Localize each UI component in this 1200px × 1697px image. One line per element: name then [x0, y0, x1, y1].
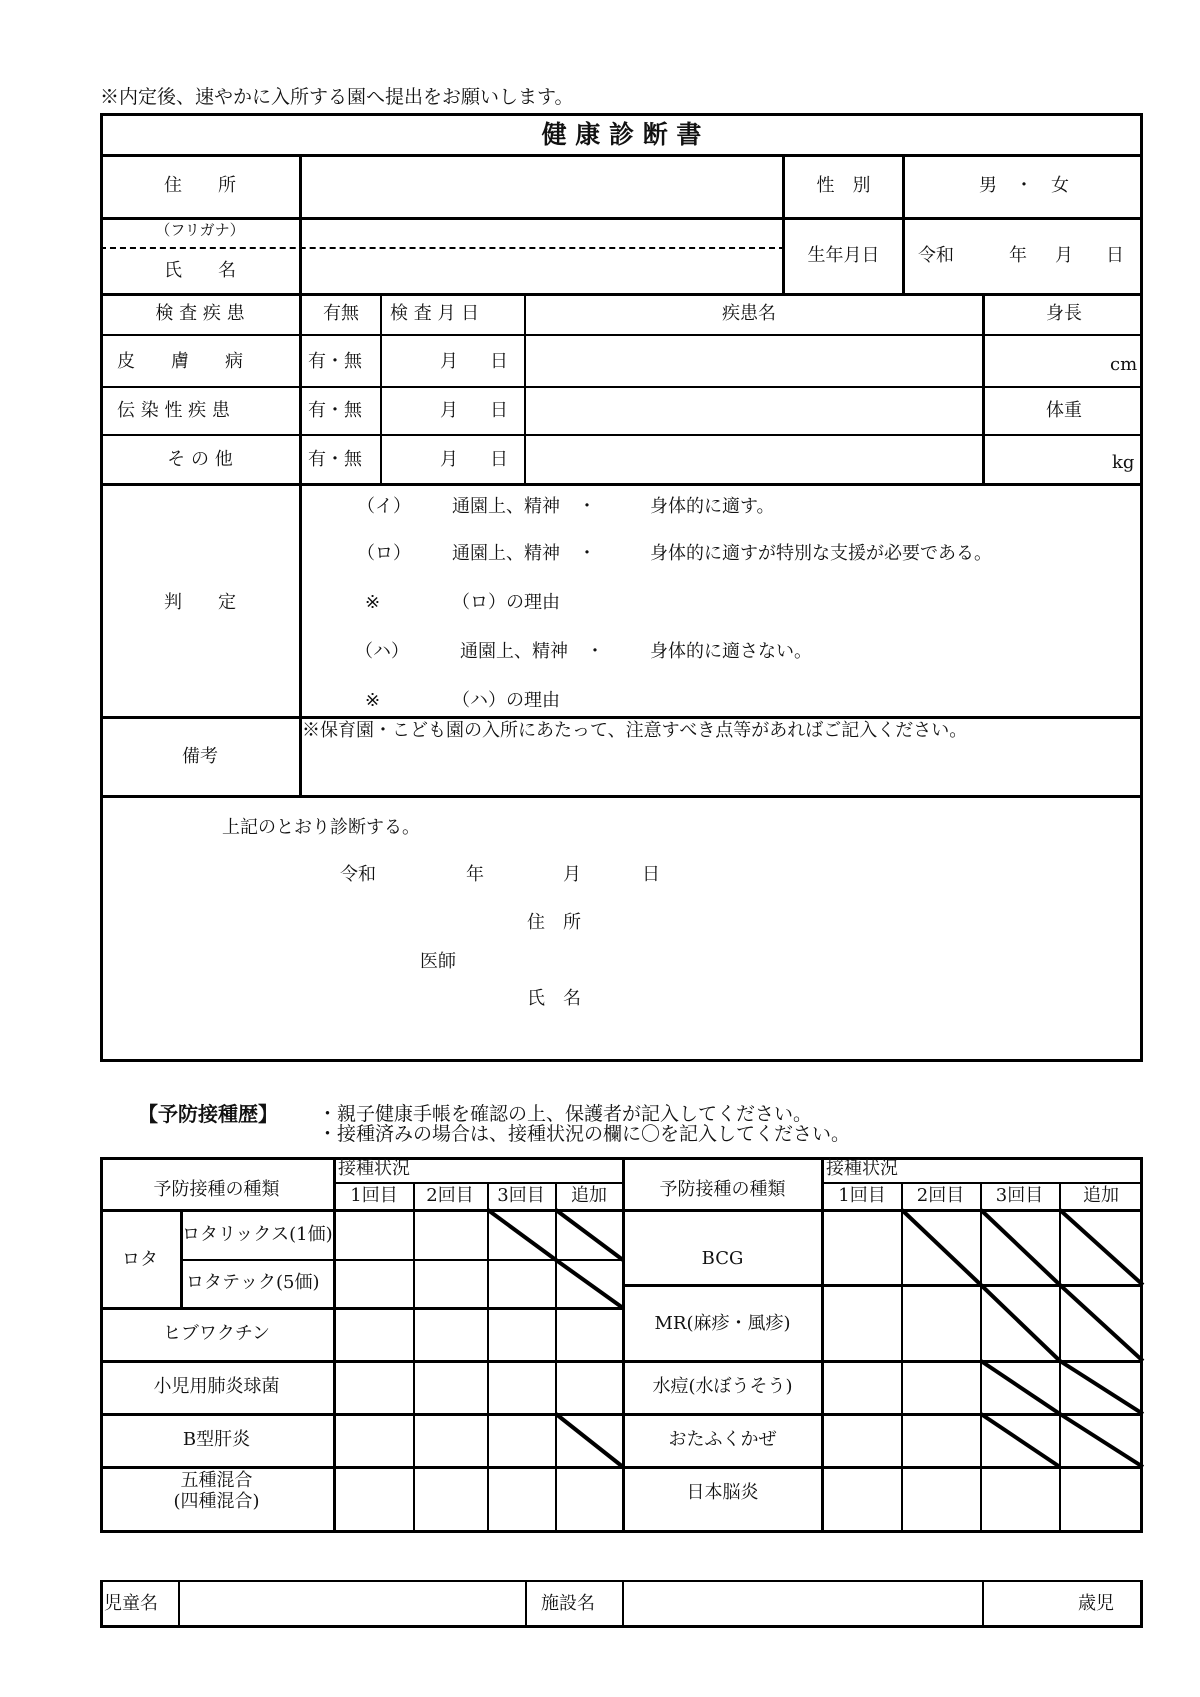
- remarks-label: 備考: [182, 746, 218, 767]
- exam-row-other-label: そ の 他: [167, 449, 233, 470]
- rotateq-dose-3-cell[interactable]: [489, 1261, 555, 1307]
- left-dose-3: 3回目: [497, 1185, 545, 1206]
- exam-row-other-day: 日: [490, 449, 508, 470]
- varicella-dose-cells[interactable]: [823, 1363, 980, 1413]
- facility-name-field[interactable]: [625, 1583, 981, 1625]
- japanese-encephalitis-dose-cells[interactable]: [823, 1469, 1143, 1531]
- age-field[interactable]: [985, 1583, 1070, 1625]
- exam-date-header: 検 査 月 日: [390, 303, 480, 324]
- age-suffix: 歳児: [1078, 1593, 1114, 1614]
- judgement-ha-text2: 身体的に適さない。: [650, 641, 812, 662]
- form-title: 健 康 診 断 書: [541, 120, 702, 149]
- exam-row-infectious-month: 月: [440, 400, 458, 421]
- exam-row-infectious-label: 伝 染 性 疾 患: [117, 400, 230, 421]
- vaccine-pneumococcal: 小児用肺炎球菌: [153, 1376, 280, 1397]
- left-dose-booster: 追加: [571, 1185, 607, 1206]
- vaccine-japanese-encephalitis: 日本脳炎: [686, 1482, 759, 1503]
- birth-day-label: 日: [1106, 245, 1124, 266]
- mr-dose-cells[interactable]: [823, 1287, 980, 1360]
- exam-row-skin-label: 皮 膚 病: [117, 351, 243, 372]
- judgement-mark-ro: （ロ）: [357, 543, 411, 564]
- height-header: 身長: [1046, 303, 1082, 324]
- judgement-i-text2: 身体的に適す。: [650, 496, 775, 517]
- judgement-i-text1: 通園上、精神 ・: [452, 496, 596, 517]
- vaccine-mr: MR(麻疹・風疹): [654, 1313, 791, 1334]
- vaccine-mumps: おたふくかぜ: [668, 1429, 777, 1450]
- weight-header: 体重: [1046, 400, 1082, 421]
- exam-row-skin-presence[interactable]: 有・無: [308, 351, 362, 372]
- vaccine-varicella: 水痘(水ぼうそう): [652, 1376, 793, 1397]
- certification-statement: 上記のとおり診断する。: [222, 817, 420, 838]
- rota-group-label: ロタ: [122, 1249, 158, 1270]
- certification-day-label: 日: [642, 864, 660, 885]
- right-dose-booster: 追加: [1083, 1185, 1119, 1206]
- disease-name-header: 疾患名: [722, 303, 776, 324]
- judgement-label: 判 定: [164, 592, 236, 613]
- exam-row-other-presence[interactable]: 有・無: [308, 449, 362, 470]
- submission-notice: ※内定後、速やかに入所する園へ提出をお願いします。: [100, 86, 574, 108]
- birth-era: 令和: [918, 245, 954, 266]
- right-dose-3: 3回目: [995, 1185, 1044, 1206]
- right-dose-2: 2回目: [916, 1185, 965, 1206]
- sex-options[interactable]: 男 ・ 女: [979, 175, 1069, 196]
- judgement-mark-ha: （ハ）: [355, 641, 409, 662]
- left-dose-2: 2回目: [426, 1185, 474, 1206]
- birth-month-label: 月: [1055, 245, 1073, 266]
- exam-row-skin-month: 月: [440, 351, 458, 372]
- rotateq-dose-2-cell[interactable]: [415, 1261, 487, 1307]
- judgement-mark-i: （イ）: [357, 496, 411, 517]
- birth-year-label: 年: [1009, 245, 1027, 266]
- weight-unit: kg: [1112, 452, 1135, 473]
- exam-row-other-month: 月: [440, 449, 458, 470]
- birthdate-label: 生年月日: [807, 245, 880, 266]
- vaccination-heading: 【予防接種歴】: [138, 1102, 278, 1126]
- doctor-name-label: 氏 名: [527, 988, 581, 1009]
- mumps-dose-cells[interactable]: [823, 1416, 980, 1466]
- exam-row-infectious-presence[interactable]: 有・無: [308, 400, 362, 421]
- vaccination-instruction-1: ・親子健康手帳を確認の上、保護者が記入してください。: [318, 1103, 813, 1125]
- doctor-address-label: 住 所: [527, 912, 581, 933]
- five-in-one-dose-cells[interactable]: [335, 1469, 622, 1531]
- rotarix-dose-1-cell[interactable]: [335, 1211, 413, 1259]
- vaccine-bcg: BCG: [701, 1248, 744, 1269]
- vaccination-instruction-2: ・接種済みの場合は、接種状況の欄に〇を記入してください。: [318, 1123, 851, 1145]
- sex-label: 性 別: [816, 175, 871, 196]
- vaccine-rotarix: ロタリックス(1価): [182, 1224, 333, 1245]
- judgement-ro-reason-mark: ※: [365, 592, 381, 613]
- exam-row-skin-day: 日: [490, 351, 508, 372]
- bcg-dose-1-cell[interactable]: [823, 1211, 901, 1284]
- pneumococcal-dose-cells[interactable]: [335, 1363, 622, 1413]
- certification-year-label: 年: [466, 864, 484, 885]
- judgement-ro-text1: 通園上、精神 ・: [452, 543, 596, 564]
- judgement-ro-text2: 身体的に適すが特別な支援が必要である。: [650, 543, 992, 564]
- exam-presence-header: 有無: [323, 303, 359, 324]
- address-label: 住 所: [164, 175, 236, 196]
- right-status-header: 接種状況: [826, 1158, 898, 1179]
- vaccine-rotateq: ロタテック(5価): [186, 1272, 320, 1293]
- height-unit: cm: [1110, 354, 1138, 375]
- child-name-label: 児童名: [104, 1593, 158, 1614]
- left-status-header: 接種状況: [338, 1158, 410, 1179]
- exam-row-infectious-day: 日: [490, 400, 508, 421]
- exam-disease-header: 検 査 疾 患: [155, 303, 245, 324]
- judgement-ha-reason: （ハ）の理由: [452, 690, 560, 711]
- judgement-ha-text1: 通園上、精神 ・: [460, 641, 604, 662]
- hepatitis-b-dose-cells[interactable]: [335, 1416, 555, 1466]
- judgement-ha-reason-mark: ※: [365, 690, 381, 711]
- rotateq-dose-1-cell[interactable]: [335, 1261, 413, 1307]
- vaccine-hib: ヒブワクチン: [162, 1323, 271, 1344]
- certification-era: 令和: [340, 864, 376, 885]
- vaccine-five-in-one: 五種混合: [180, 1470, 253, 1491]
- vaccine-hepatitis-b: B型肝炎: [182, 1429, 251, 1450]
- remarks-note: ※保育園・こども園の入所にあたって、注意すべき点等があればご記入ください。: [302, 720, 968, 741]
- certification-month-label: 月: [563, 864, 581, 885]
- furigana-label: （フリガナ）: [155, 221, 245, 239]
- right-dose-1: 1回目: [838, 1185, 886, 1206]
- left-type-header: 予防接種の種類: [153, 1179, 280, 1200]
- name-label: 氏 名: [164, 260, 236, 281]
- child-name-field[interactable]: [181, 1583, 524, 1625]
- left-dose-1: 1回目: [350, 1185, 398, 1206]
- doctor-label: 医師: [420, 951, 456, 972]
- vaccine-four-in-one: (四種混合): [173, 1491, 260, 1512]
- facility-name-label: 施設名: [541, 1593, 595, 1614]
- hib-dose-cells[interactable]: [335, 1310, 622, 1360]
- rotarix-dose-2-cell[interactable]: [415, 1211, 487, 1259]
- judgement-ro-reason: （ロ）の理由: [452, 592, 560, 613]
- right-type-header: 予防接種の種類: [659, 1179, 786, 1200]
